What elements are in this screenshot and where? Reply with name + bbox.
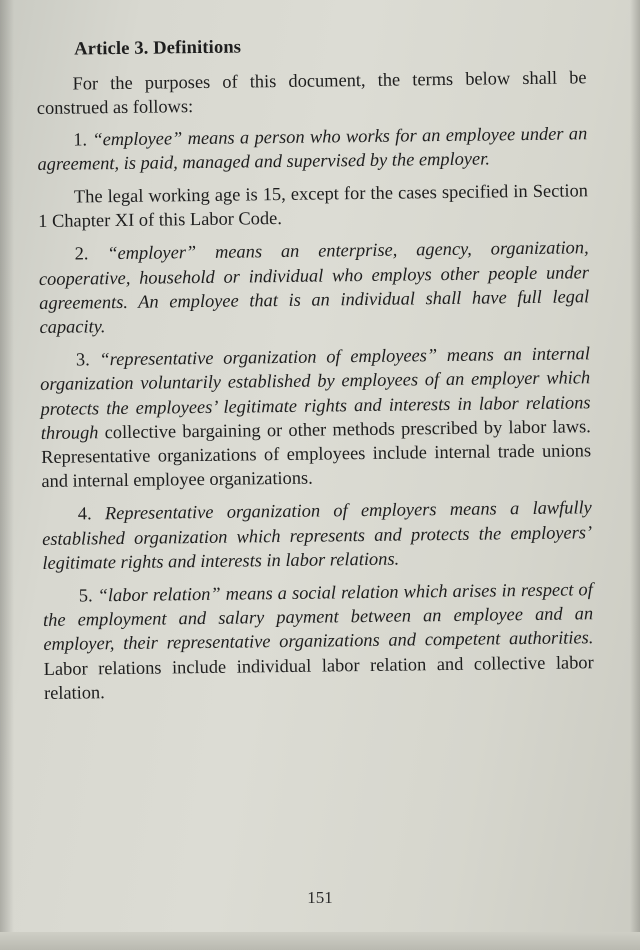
- definition-representative-organization-employees: [40, 341, 592, 493]
- item-normal-text: The legal working age is 15, except for the cases specified in Section 1 Chapter XI of this Labor Code.: [38, 180, 589, 232]
- item-italic-text: “labor relation” means a social relation which arises in respect of the employment and salary payment between an employee and an employer, their representative organizations and competent authorities.: [42, 579, 594, 655]
- working-age-paragraph: [38, 178, 589, 233]
- article-heading: Article 3. Definitions: [74, 36, 242, 60]
- item-number: 2.: [74, 243, 89, 264]
- item-italic-text: Representative organization of employers means a lawfully established organization which represents and protects the employers’ legitimate rights and interests in labor relations.: [41, 497, 593, 573]
- page-edge-shadow: [630, 0, 640, 950]
- page-gutter-shadow: [0, 0, 14, 950]
- definition-representative-organization-employers: [42, 496, 593, 575]
- item-number: 4.: [77, 503, 92, 524]
- article-intro: For the purposes of this document, the terms below shall be construed as follows:: [36, 67, 587, 119]
- page-bottom-edge: [0, 932, 640, 950]
- item-number: 1.: [73, 128, 88, 150]
- item-number: 3.: [75, 349, 90, 370]
- definition-labor-relation: [43, 577, 594, 705]
- item-italic-text: “representative organization of employees” means an internal organization voluntarily established by employees of an employer which protects the employees’ legitimate rights and interests in labor relations through: [40, 343, 591, 443]
- article-content: [36, 31, 594, 714]
- item-normal-text: collective bargaining or other methods prescribed by labor laws. Representative organizations of employees include internal trade unions and internal employee organizations.: [40, 416, 592, 492]
- item-normal-text: Labor relations include individual labor relation and collective labor relation.: [43, 651, 594, 703]
- definition-employer: [38, 236, 589, 340]
- page-number: 151: [307, 888, 333, 907]
- definition-employee: [37, 121, 588, 176]
- item-italic-text: “employee” means a person who works for an employee under an agreement, is paid, managed and supervised by the employer.: [37, 122, 588, 174]
- item-number: 5.: [78, 585, 93, 606]
- item-italic-text: “employer” means an enterprise, agency, organization, cooperative, household or individual who employs other people under agreements. An employee that is an individual shall have full legal capacity.: [38, 237, 590, 338]
